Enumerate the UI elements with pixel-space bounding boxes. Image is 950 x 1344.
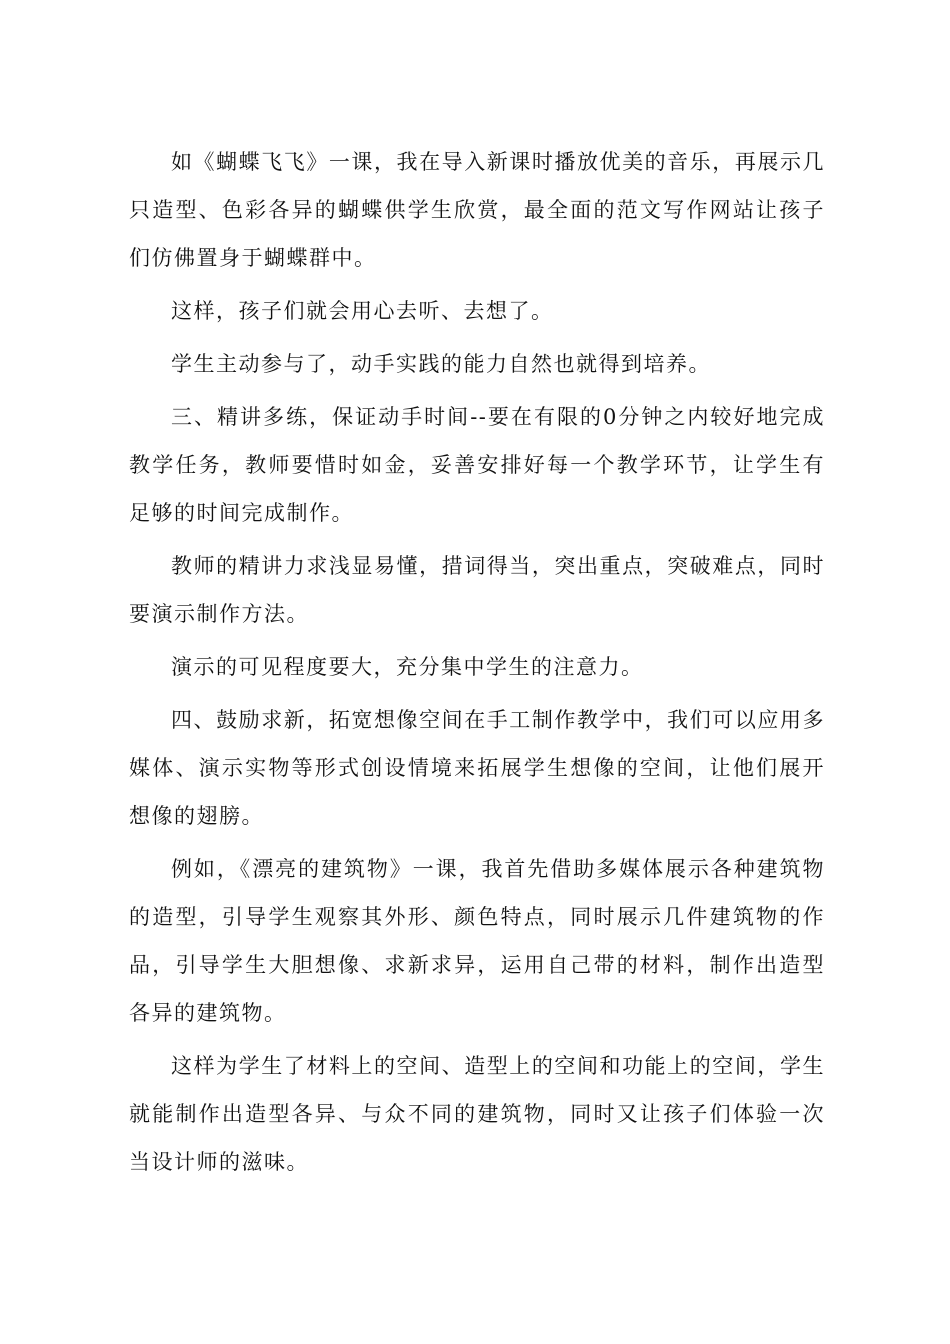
paragraph-2: 这样，孩子们就会用心去听、去想了。 [171, 299, 554, 323]
paragraph-9: 这样为学生了材料上的空间、造型上的空间和功能上的空间，学生就能制作出造型各异、与众不同的建筑物，同时又让孩子们体验一次当设计师的滋味。 [129, 1054, 825, 1174]
paragraph-4: 三、精讲多练，保证动手时间--要在有限的0分钟之内较好地完成教学任务，教师要惜时如金，妥善安排好每一个教学环节，让学生有足够的时间完成制作。 [129, 405, 825, 525]
paragraph-3: 学生主动参与了，动手实践的能力自然也就得到培养。 [171, 352, 711, 376]
paragraph-6: 演示的可见程度要大，充分集中学生的注意力。 [171, 655, 644, 679]
paragraph-8: 例如，《漂亮的建筑物》一课，我首先借助多媒体展示各种建筑物的造型，引导学生观察其外形、颜色特点，同时展示几件建筑物的作品，引导学生大胆想像、求新求异，运用自己带的材料，制作出造型各异的建筑物。 [129, 857, 825, 1025]
paragraph-5: 教师的精讲力求浅显易懂，措词得当，突出重点，突破难点，同时要演示制作方法。 [129, 554, 825, 626]
paragraph-7: 四、鼓励求新，拓宽想像空间在手工制作教学中，我们可以应用多媒体、演示实物等形式创设情境来拓展学生想像的空间，让他们展开想像的翅膀。 [129, 708, 825, 828]
paragraph-1: 如《蝴蝶飞飞》一课，我在导入新课时播放优美的音乐，再展示几只造型、色彩各异的蝴蝶供学生欣赏，最全面的范文写作网站让孩子们仿佛置身于蝴蝶群中。 [129, 150, 825, 270]
document-body [129, 138, 825, 1191]
